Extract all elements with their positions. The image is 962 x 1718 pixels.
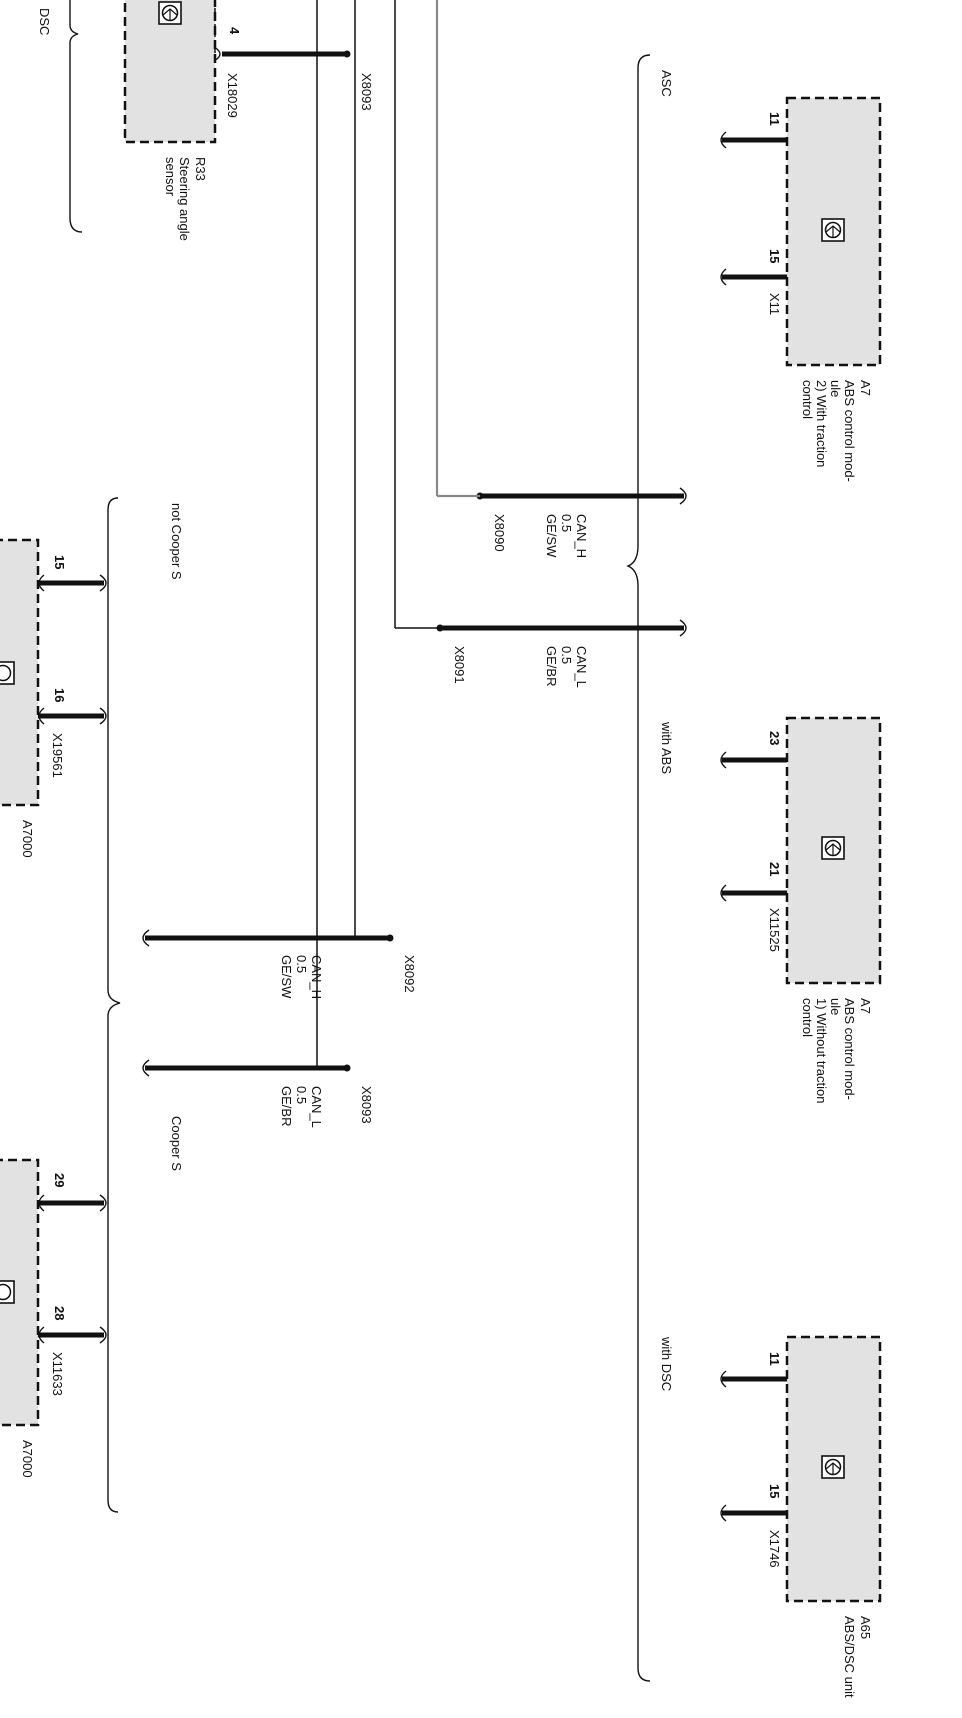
module-name <box>800 998 857 1104</box>
splice-x8090: X8090 <box>492 514 507 552</box>
module-name-line: control <box>800 998 815 1038</box>
wire-gauge: 0.5 <box>559 646 574 665</box>
module-a65 <box>721 1337 880 1698</box>
wire-color: GE/BR <box>279 1086 294 1127</box>
pin-15: 15 <box>52 555 67 570</box>
connector-x11: X11 <box>767 293 782 316</box>
pin-11: 11 <box>767 112 782 126</box>
module-id: A7 <box>858 998 873 1014</box>
label-asc: ASC <box>659 70 674 97</box>
label-cooper-s: Cooper S <box>169 1116 184 1171</box>
can-h-top-wire <box>437 488 686 558</box>
pin-15: 15 <box>767 1484 782 1499</box>
label-not-cooper-s: not Cooper S <box>169 503 184 580</box>
connector-x11525: X11525 <box>767 908 782 952</box>
label-with-dsc: with DSC <box>659 1337 674 1392</box>
dsc-brace <box>70 10 82 232</box>
wire-color: GE/SW <box>279 955 294 999</box>
cooper-brace <box>108 498 120 1512</box>
connector-x11633: X11633 <box>50 1352 65 1396</box>
wire-name: CAN_H <box>309 955 324 1000</box>
pin-23: 23 <box>767 731 782 746</box>
splice-x8091: X8091 <box>452 646 467 684</box>
splice-x8093-bottom: X8093 <box>359 1086 374 1124</box>
module-name-line: sensor <box>163 157 178 197</box>
module-name-line: ule <box>828 380 843 398</box>
module-name-line: 1) Without traction <box>814 998 829 1104</box>
connector-x1746: X1746 <box>767 1530 782 1568</box>
wire-gauge: 0.5 <box>294 1086 309 1105</box>
splice-x8093-dot <box>344 51 351 58</box>
pin-4: 4 <box>227 27 242 35</box>
module-a7000-cooper <box>0 1160 106 1478</box>
module-a7-asc <box>721 98 880 482</box>
module-id: A7000 <box>20 1440 35 1478</box>
pin-29: 29 <box>52 1173 67 1188</box>
module-name-line: ABS control mod- <box>842 998 857 1100</box>
module-id: A65 <box>858 1616 873 1640</box>
module-name-line: control <box>800 380 815 420</box>
label-dsc: DSC <box>37 8 52 36</box>
module-a7000-not-cooper <box>0 540 106 858</box>
wire-name: CAN_L <box>309 1086 324 1128</box>
splice-x8092: X8092 <box>402 955 417 993</box>
label-with-abs: with ABS <box>659 722 674 775</box>
connector-x18029: X18029 <box>225 73 240 118</box>
main-brace <box>628 55 650 1681</box>
module-id: A7000 <box>20 820 35 858</box>
module-name-line: 2) With traction <box>814 380 829 468</box>
wire-color: GE/SW <box>544 514 559 558</box>
module-id: A7 <box>858 380 873 396</box>
module-name: ABS/DSC unit <box>842 1616 857 1698</box>
pin-11: 11 <box>767 1352 782 1366</box>
pin-28: 28 <box>52 1306 67 1321</box>
module-name <box>800 380 857 482</box>
can-l-top-wire <box>395 620 686 688</box>
splice-x8093-top: X8093 <box>359 73 374 111</box>
module-r33 <box>125 0 374 241</box>
module-id: R33 <box>193 157 208 181</box>
wire-name: CAN_L <box>574 646 589 688</box>
wire-gauge: 0.5 <box>559 514 574 533</box>
module-name-line: ule <box>828 998 843 1016</box>
pin-15: 15 <box>767 249 782 264</box>
module-a7-abs <box>721 718 880 1104</box>
wire-name: CAN_H <box>574 514 589 559</box>
module-name-line: ABS control mod- <box>842 380 857 482</box>
wire-color: GE/BR <box>544 646 559 687</box>
wire-gauge: 0.5 <box>294 955 309 974</box>
pin-16: 16 <box>52 688 67 703</box>
module-name <box>163 157 192 241</box>
connector-x19561: X19561 <box>50 733 65 778</box>
module-name-line: Steering angle <box>177 157 192 241</box>
can-h-bottom-wire <box>143 930 417 999</box>
pin-21: 21 <box>767 862 782 877</box>
